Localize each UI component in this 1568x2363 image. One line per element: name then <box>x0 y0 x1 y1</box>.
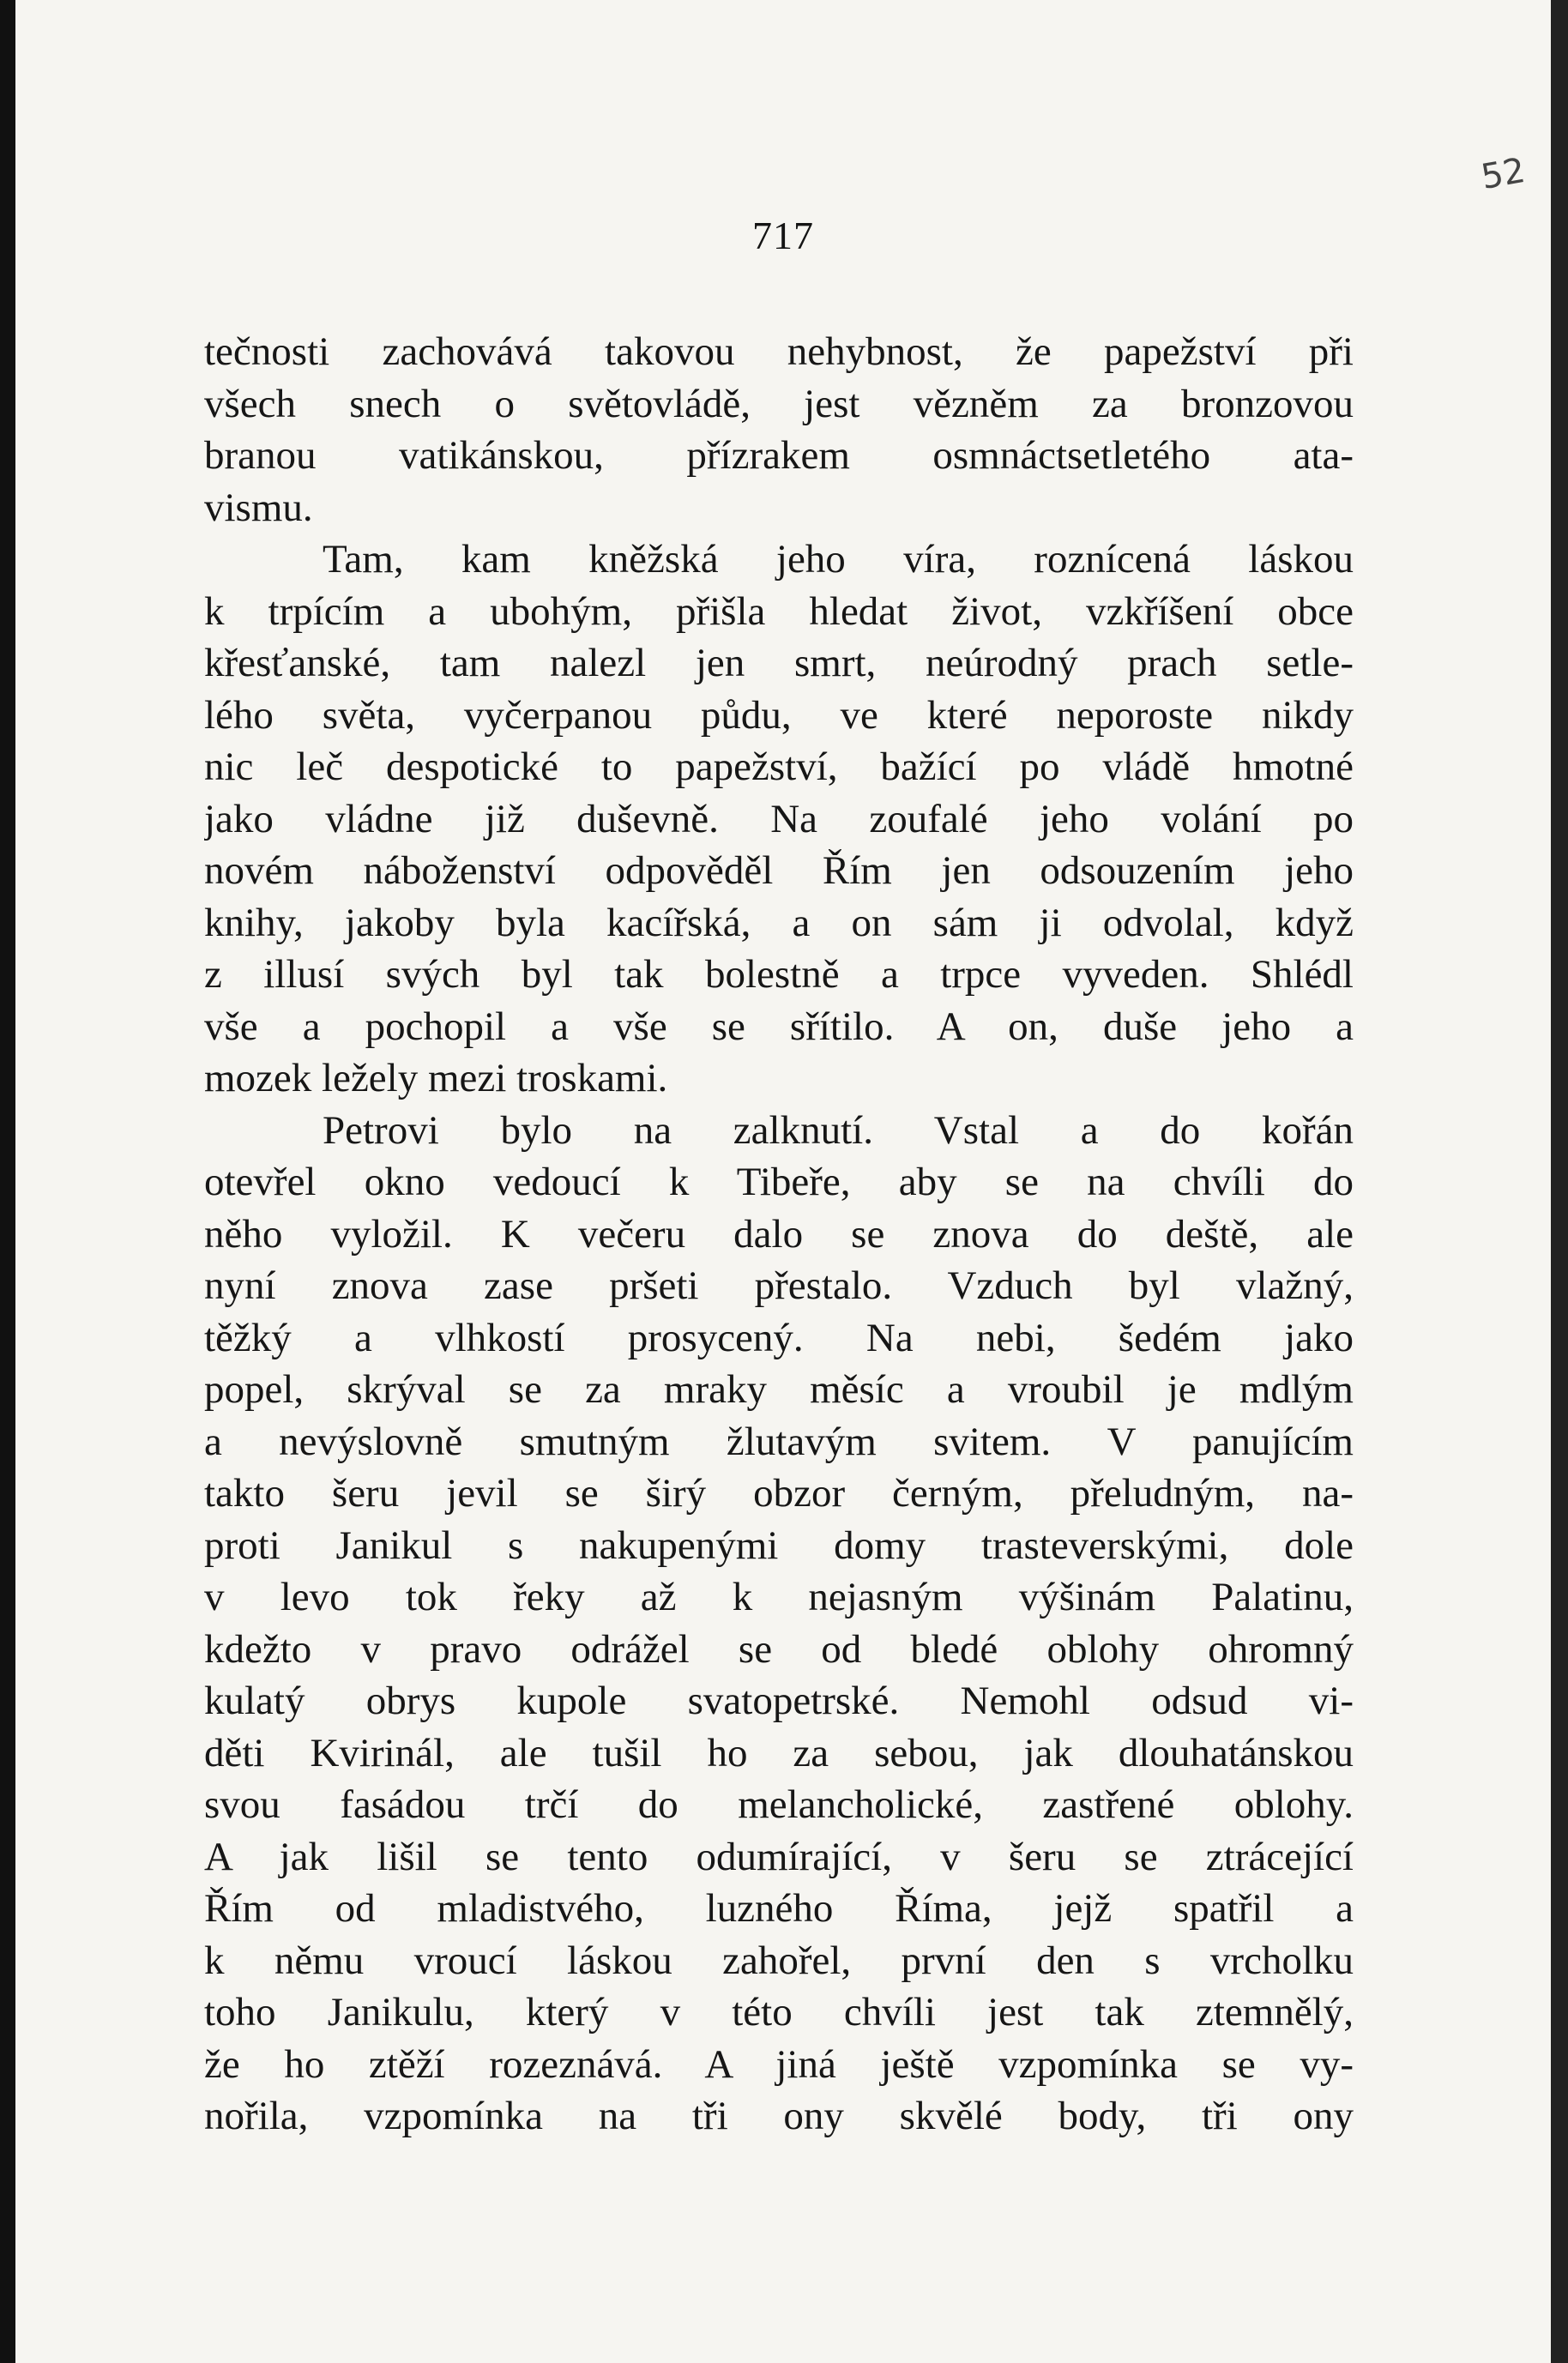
text-line: kdežto v pravo odrážel se od bledé oblohy ohromný <box>204 1626 1354 1672</box>
text-line: proti Janikul s nakupenými domy trasteverskými, dole <box>204 1522 1354 1568</box>
text-line: a nevýslovně smutným žlutavým svitem. V panujícím <box>204 1419 1354 1464</box>
text-line: kulatý obrys kupole svatopetrské. Nemohl odsud vi- <box>204 1679 1354 1723</box>
text-line: že ho ztěží rozeznává. A jiná ještě vzpomínka se vy- <box>204 2041 1354 2087</box>
paragraph-3 <box>204 1105 1354 2143</box>
text-line: k trpícím a ubohým, přišla hledat život, vzkříšení obce <box>204 588 1354 634</box>
text-line: popel, skrýval se za mraky měsíc a vroubil je mdlým <box>204 1367 1354 1412</box>
text-line: Řím od mladistvého, luzného Říma, jejž spatřil a <box>204 1886 1354 1931</box>
text-line: knihy, jakoby byla kacířská, a on sám ji odvolal, když <box>204 900 1354 945</box>
corner-stamp-mark: 52 <box>1478 150 1529 198</box>
text-line: takto šeru jevil se širý obzor černým, přeludným, na- <box>204 1471 1354 1516</box>
text-line: všech snech o světovládě, jest vězněm za bronzovou <box>204 381 1354 426</box>
text-line: mozek ležely mezi troskami. <box>204 1056 668 1100</box>
text-line: lého světa, vyčerpanou půdu, ve které neporoste nikdy <box>204 692 1354 738</box>
text-line: vše a pochopil a vše se sřítilo. A on, duše jeho a <box>204 1004 1354 1049</box>
text-line: křesťanské, tam nalezl jen smrt, neúrodný prach setle- <box>204 641 1354 685</box>
text-line: Tam, kam kněžská jeho víra, roznícená láskou <box>323 537 1354 582</box>
text-line: těžký a vlhkostí prosycený. Na nebi, šedém jako <box>204 1315 1354 1360</box>
text-line: toho Janikulu, který v této chvíli jest tak ztemnělý, <box>204 1990 1354 2034</box>
page-left-edge <box>0 0 15 2363</box>
text-line: svou fasádou trčí do melancholické, zastřené oblohy. <box>204 1782 1354 1827</box>
paragraph-2 <box>204 533 1354 1105</box>
text-line: nyní znova zase pršeti přestalo. Vzduch byl vlažný, <box>204 1263 1354 1308</box>
text-line: jako vládne již duševně. Na zoufalé jeho volání po <box>204 796 1354 841</box>
paragraph-1 <box>204 326 1354 533</box>
text-line: A jak lišil se tento odumírající, v šeru se ztrácející <box>204 1834 1354 1879</box>
text-line: branou vatikánskou, přízrakem osmnáctsetletého ata- <box>204 433 1354 478</box>
page-right-edge <box>1551 0 1568 2363</box>
text-line: něho vyložil. K večeru dalo se znova do deště, ale <box>204 1211 1354 1257</box>
text-line: děti Kvirinál, ale tušil ho za sebou, jak dlouhatánskou <box>204 1730 1354 1775</box>
text-line: v levo tok řeky až k nejasným výšinám Palatinu, <box>204 1575 1354 1619</box>
text-line: otevřel okno vedoucí k Tibeře, aby se na chvíli do <box>204 1160 1354 1204</box>
text-line: nic leč despotické to papežství, bažící po vládě hmotné <box>204 744 1354 789</box>
page-number: 717 <box>752 214 814 257</box>
text-line: k němu vroucí láskou zahořel, první den s vrcholku <box>204 1938 1354 1983</box>
text-line: z illusí svých byl tak bolestně a trpce vyveden. Shlédl <box>204 952 1354 997</box>
body-text <box>204 326 1354 2143</box>
text-line: tečnosti zachovává takovou nehybnost, že papežství při <box>204 329 1354 374</box>
text-line: novém náboženství odpověděl Řím jen odsouzením jeho <box>204 848 1354 893</box>
text-line: vismu. <box>204 485 313 530</box>
text-line: nořila, vzpomínka na tři ony skvělé body, tři ony <box>204 2094 1354 2138</box>
text-line: Petrovi bylo na zalknutí. Vstal a do kořán <box>323 1107 1354 1153</box>
book-page <box>15 0 1551 2363</box>
